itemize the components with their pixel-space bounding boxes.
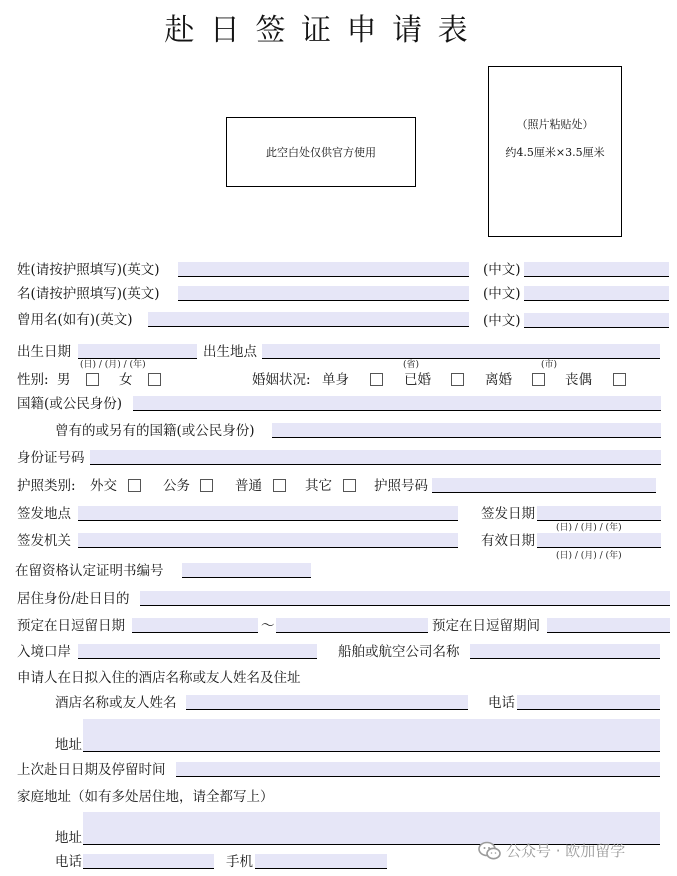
marital-divorced-checkbox[interactable] bbox=[532, 373, 545, 386]
entry-port-label: 入境口岸 bbox=[17, 644, 71, 660]
coe-number-label: 在留资格认定证明书编号 bbox=[15, 563, 164, 579]
former-nationality-label: 曾有的或另有的国籍(或公民身份) bbox=[55, 423, 255, 439]
entry-port-field[interactable] bbox=[78, 644, 317, 659]
home-phone-field[interactable] bbox=[83, 854, 214, 869]
nationality-field[interactable] bbox=[133, 396, 661, 411]
birth-date-field[interactable] bbox=[78, 344, 197, 359]
issue-date-label: 签发日期 bbox=[481, 506, 535, 522]
home-phone-label: 电话 bbox=[55, 854, 82, 870]
passport-diplomatic-checkbox[interactable] bbox=[128, 479, 141, 492]
given-en-field[interactable] bbox=[178, 286, 469, 301]
wechat-icon bbox=[478, 841, 502, 861]
marital-widowed-label: 丧偶 bbox=[565, 372, 592, 388]
birth-date-hint: (日) / (月) / (年) bbox=[80, 360, 146, 370]
carrier-field[interactable] bbox=[470, 644, 660, 659]
accommodation-heading: 申请人在日拟入住的酒店名称或友人姓名及住址 bbox=[17, 670, 301, 686]
marital-single-checkbox[interactable] bbox=[370, 373, 383, 386]
stay-start-field[interactable] bbox=[132, 618, 258, 633]
given-cn-label: (中文) bbox=[483, 286, 521, 302]
hotel-name-field[interactable] bbox=[186, 695, 468, 710]
official-use-text: 此空白处仅供官方使用 bbox=[266, 146, 376, 159]
hotel-phone-field[interactable] bbox=[517, 695, 660, 710]
expiry-date-hint: (日) / (月) / (年) bbox=[556, 551, 622, 561]
coe-number-field[interactable] bbox=[182, 563, 311, 578]
issue-date-field[interactable] bbox=[537, 506, 661, 521]
home-address-heading: 家庭地址（如有多处居住地，请全都写上） bbox=[17, 789, 274, 805]
sex-male-checkbox[interactable] bbox=[86, 373, 99, 386]
authority-field[interactable] bbox=[78, 533, 458, 548]
given-en-label: 名(请按护照填写)(英文) bbox=[17, 286, 160, 302]
carrier-label: 船舶或航空公司名称 bbox=[338, 644, 460, 660]
stay-period-field[interactable] bbox=[547, 618, 670, 633]
surname-en-label: 姓(请按护照填写)(英文) bbox=[17, 262, 160, 278]
marital-married-checkbox[interactable] bbox=[451, 373, 464, 386]
stay-dates-label: 预定在日逗留日期 bbox=[17, 618, 125, 634]
watermark-text: 公众号 · 欧加留学 bbox=[506, 842, 626, 860]
surname-en-field[interactable] bbox=[178, 262, 469, 277]
surname-cn-field[interactable] bbox=[524, 262, 669, 277]
city-hint: (市) bbox=[541, 360, 558, 370]
authority-label: 签发机关 bbox=[17, 533, 71, 549]
marital-divorced-label: 离婚 bbox=[485, 372, 512, 388]
surname-cn-label: (中文) bbox=[483, 262, 521, 278]
birth-date-label: 出生日期 bbox=[17, 344, 71, 360]
previous-visit-field[interactable] bbox=[176, 762, 660, 777]
issue-place-field[interactable] bbox=[78, 506, 458, 521]
issue-date-hint: (日) / (月) / (年) bbox=[556, 523, 622, 533]
id-number-field[interactable] bbox=[90, 450, 661, 465]
page-title: 赴 日 签 证 申 请 表 bbox=[164, 13, 471, 48]
passport-official-label: 公务 bbox=[163, 478, 190, 494]
former-en-label: 曾用名(如有)(英文) bbox=[17, 312, 133, 328]
nationality-label: 国籍(或公民身份) bbox=[17, 396, 123, 412]
stay-end-field[interactable] bbox=[276, 618, 428, 633]
hotel-phone-label: 电话 bbox=[488, 695, 515, 711]
passport-other-checkbox[interactable] bbox=[343, 479, 356, 492]
sex-female-label: 女 bbox=[119, 372, 133, 388]
sex-male-label: 男 bbox=[57, 372, 71, 388]
sex-label: 性别: bbox=[17, 372, 49, 388]
birth-place-field[interactable] bbox=[262, 344, 660, 359]
stay-period-label: 预定在日逗留期间 bbox=[432, 618, 540, 634]
issue-place-label: 签发地点 bbox=[17, 506, 71, 522]
province-hint: (省) bbox=[403, 360, 420, 370]
given-cn-field[interactable] bbox=[524, 286, 669, 301]
mobile-field[interactable] bbox=[255, 854, 387, 869]
passport-number-label: 护照号码 bbox=[374, 478, 428, 494]
former-en-field[interactable] bbox=[148, 312, 469, 327]
passport-ordinary-label: 普通 bbox=[235, 478, 262, 494]
passport-official-checkbox[interactable] bbox=[200, 479, 213, 492]
photo-box-caption: （照片粘贴处） bbox=[516, 118, 594, 131]
id-number-label: 身份证号码 bbox=[17, 450, 85, 466]
hotel-address-field[interactable] bbox=[83, 719, 660, 752]
passport-other-label: 其它 bbox=[305, 478, 332, 494]
passport-type-label: 护照类别: bbox=[17, 478, 76, 494]
home-address-label: 地址 bbox=[55, 830, 82, 846]
expiry-date-label: 有效日期 bbox=[481, 533, 535, 549]
photo-box-size: 约4.5厘米×3.5厘米 bbox=[505, 146, 605, 159]
marital-married-label: 已婚 bbox=[404, 372, 431, 388]
marital-widowed-checkbox[interactable] bbox=[613, 373, 626, 386]
hotel-name-label: 酒店名称或友人姓名 bbox=[55, 695, 177, 711]
hotel-address-label: 地址 bbox=[55, 737, 82, 753]
marital-single-label: 单身 bbox=[322, 372, 349, 388]
sex-female-checkbox[interactable] bbox=[148, 373, 161, 386]
expiry-date-field[interactable] bbox=[537, 533, 661, 548]
former-cn-label: (中文) bbox=[483, 313, 521, 329]
former-cn-field[interactable] bbox=[524, 313, 669, 328]
previous-visit-label: 上次赴日日期及停留时间 bbox=[17, 762, 166, 778]
marital-label: 婚姻状况: bbox=[252, 372, 311, 388]
passport-number-field[interactable] bbox=[432, 478, 656, 493]
photo-box[interactable] bbox=[488, 66, 622, 237]
passport-diplomatic-label: 外交 bbox=[90, 478, 117, 494]
official-use-box bbox=[226, 117, 416, 187]
birth-place-label: 出生地点 bbox=[203, 344, 257, 360]
mobile-label: 手机 bbox=[226, 854, 253, 870]
purpose-label: 居住身份/赴日目的 bbox=[17, 591, 130, 607]
stay-range-tilde: ～ bbox=[261, 618, 275, 634]
passport-ordinary-checkbox[interactable] bbox=[273, 479, 286, 492]
former-nationality-field[interactable] bbox=[272, 423, 661, 438]
purpose-field[interactable] bbox=[140, 591, 670, 606]
